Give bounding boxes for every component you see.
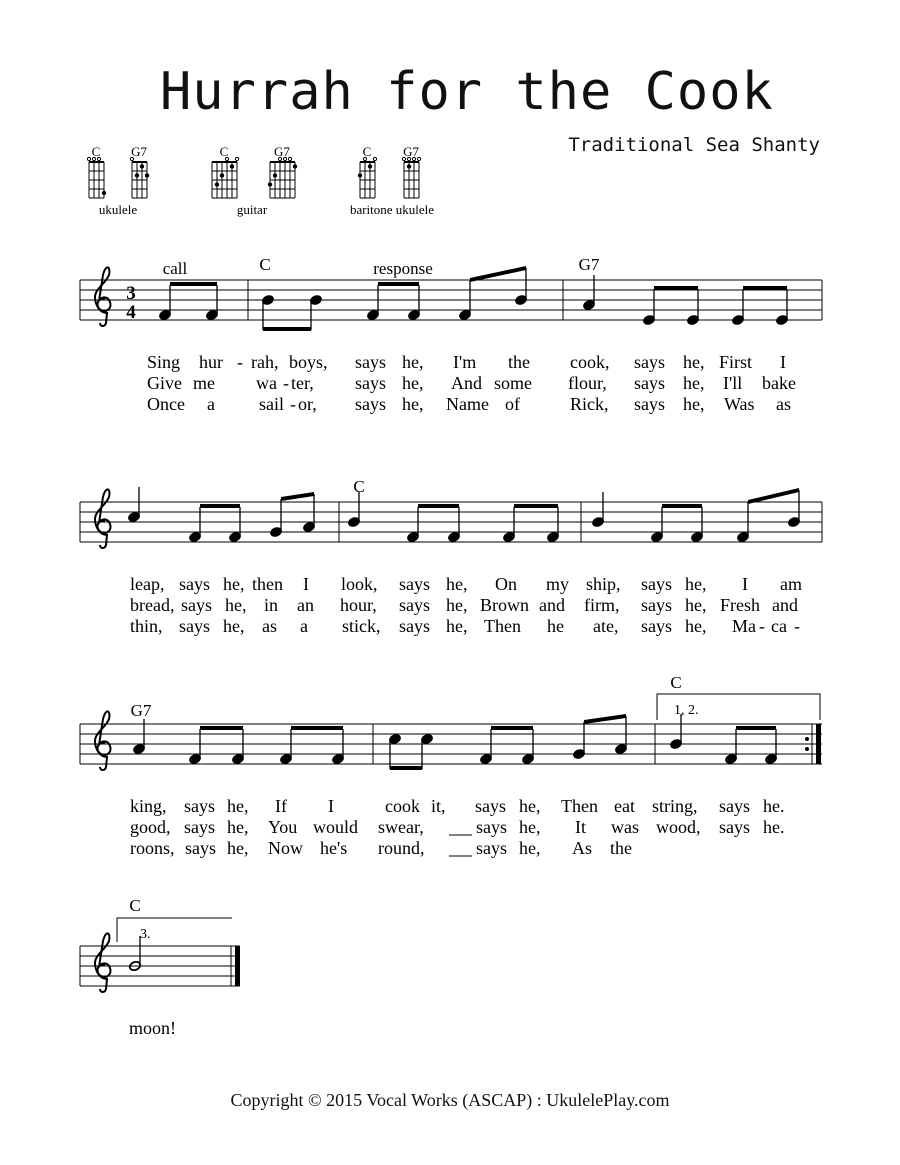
chord-symbol: C [129,896,141,915]
treble-clef-icon [95,933,110,992]
response-annotation: response [373,259,433,278]
lyrics-system-2 [130,574,802,636]
copyright-notice: Copyright © 2015 Vocal Works (ASCAP) : UkulelePlay.com [230,1090,670,1110]
staff-system-1 [80,255,822,414]
svg-text:leap,sayshe,thenIlook,sayshe,O: leap, says he, then I look, says he, On my ship, says he, I am [130,574,802,594]
final-barline [235,946,240,986]
volta-bracket-3 [117,918,232,942]
chord-name-label: C [362,144,372,159]
svg-text:roons,sayshe,Nowhe'sround,says: roons, says he, Now he's round, says he, As the [130,838,632,858]
chord-symbol: C [353,477,365,496]
chord-name-label: G7 [274,144,290,159]
instrument-label-guitar: guitar [236,202,268,217]
svg-text:Singhur-rah,boys,sayshe,I'mthe: Sing hur - rah, boys, says he, I'm the cook, says he, First I [147,352,786,372]
svg-text:thin,sayshe,asastick,sayshe,Th: thin, says he, as a stick, says he, Then he ate, says he, Ma - ca - [130,616,800,636]
time-sig-top: 3 [126,283,136,304]
song-subtitle: Traditional Sea Shanty [568,134,820,156]
chord-diagram-ukulele-g7 [130,144,149,198]
staff-system-4 [80,896,240,1038]
chord-diagrams [87,144,434,217]
svg-text:king,sayshe,IfIcookit,sayshe,T: king, says he, If I cook it, says he, Then eat string, says he. [130,796,785,816]
lyrics-system-1 [147,352,796,414]
chord-diagram-ukulele-c [87,144,106,198]
svg-text:good,sayshe,Youwouldswear,says: good, says he, You would swear, says he, It was wood, says he. [130,817,785,837]
chord-symbol: G7 [130,701,152,720]
treble-clef-icon [95,267,110,326]
chord-name-label: G7 [403,144,419,159]
treble-clef-icon [95,489,110,548]
treble-clef-icon [95,711,110,770]
instrument-label-baritone: baritone ukulele [349,202,435,217]
lyric-syllable: moon! [129,1018,176,1038]
chord-name-label: C [219,144,229,159]
chord-diagram-baritone-g7 [402,144,420,198]
chord-diagram-guitar-c [212,144,239,198]
lyrics-system-3 [130,796,785,858]
time-sig-bottom: 4 [126,302,136,323]
svg-text:bread,sayshe,inanhour,sayshe,B: bread, says he, in an hour, says he, Brown and firm, says he, Fresh and [130,595,798,615]
svg-text:Onceasail-or,sayshe,NameofRick: Once a sail - or, says he, Name of Rick, says he, Was as [147,394,791,414]
song-title: Hurrah for the Cook [160,62,774,122]
ending-label: 3. [140,927,151,942]
chord-diagram-baritone-c [358,144,377,198]
notes [159,266,789,331]
chord-symbol: G7 [578,255,600,274]
chord-name-label: C [91,144,101,159]
svg-text:Givemewa-ter,sayshe,Andsomeflo: Give me wa - ter, says he, And some flour, says he, I'll bake [147,373,796,393]
chord-diagram-guitar-g7 [268,144,297,198]
chord-symbol: C [259,255,271,274]
staff-system-2 [80,477,822,636]
instrument-label-ukulele: ukulele [98,202,138,217]
notes [128,487,801,543]
ending-label: 1, 2. [674,703,699,718]
chord-symbol: C [670,673,682,692]
melisma-extenders [449,835,472,856]
repeat-barline [816,724,821,764]
lyric-syllable: Sing [147,352,181,372]
chord-name-label: G7 [131,144,147,159]
notes [133,714,778,770]
call-annotation: call [162,259,188,278]
staff-system-3 [80,673,822,858]
